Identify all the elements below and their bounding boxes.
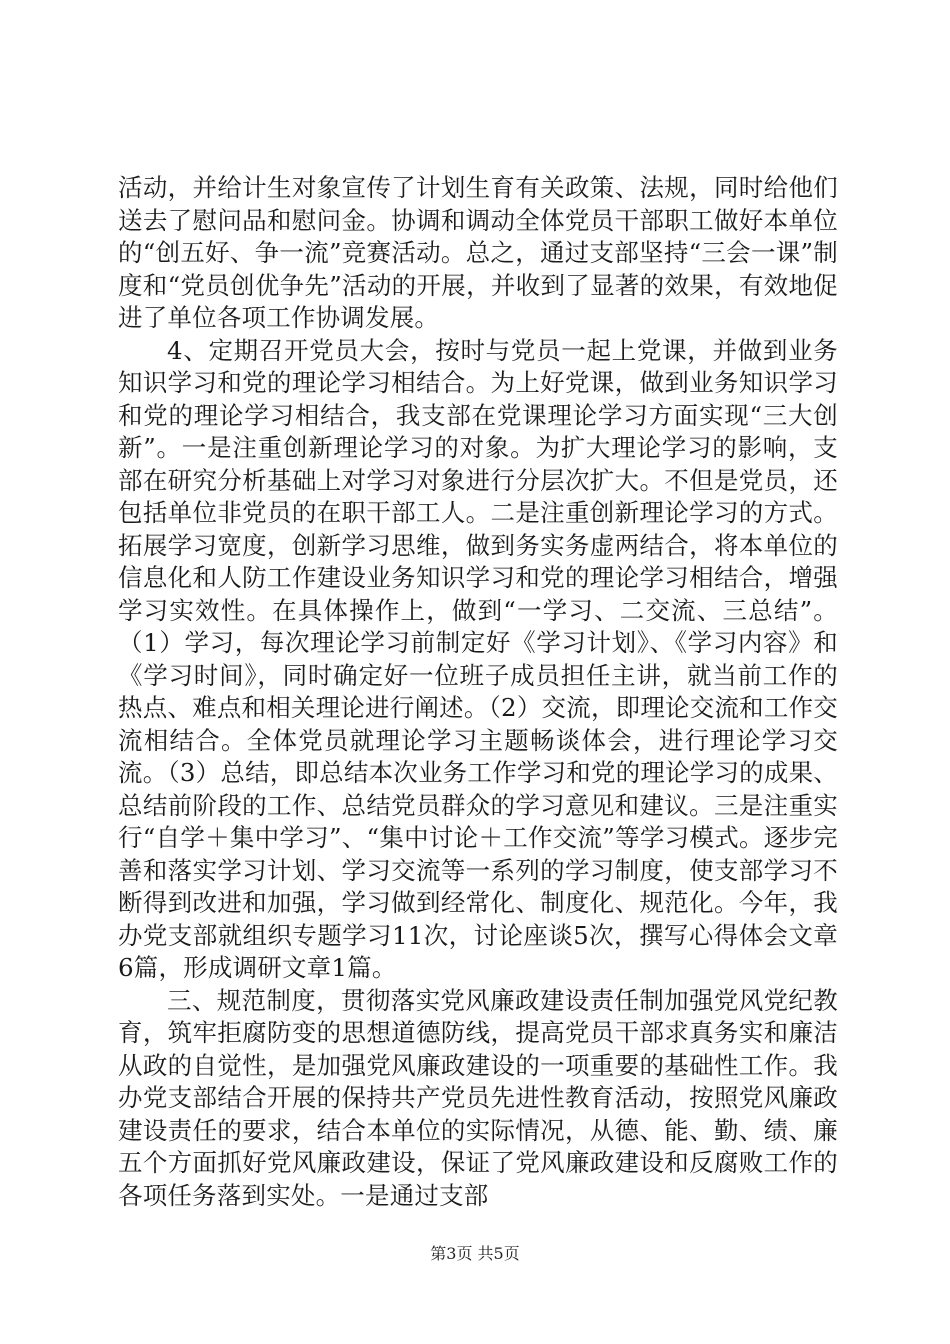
page-footer [0,1244,950,1264]
document-body [118,172,838,1212]
paragraph-3: 三、规范制度，贯彻落实党风廉政建设责任制加强党风党纪教育，筑牢拒腐防变的思想道德防线，提高党员干部求真务实和廉洁从政的自觉性，是加强党风廉政建设的一项重要的基础性工作。我办党支部结合开展的保持共产党员先进性教育活动，按照党风廉政建设责任的要求，结合本单位的实际情况，从德、能、勤、绩、廉五个方面抓好党风廉政建设，保证了党风廉政建设和反腐败工作的各项任务落到实处。一是通过支部 [118,985,838,1210]
paragraph-2: 4、定期召开党员大会，按时与党员一起上党课，并做到业务知识学习和党的理论学习相结合。为上好党课，做到业务知识学习和党的理论学习相结合，我支部在党课理论学习方面实现“三大创新”。一是注重创新理论学习的对象。为扩大理论学习的影响，支部在研究分析基础上对学习对象进行分层次扩大。不但是党员，还包括单位非党员的在职干部工人。二是注重创新理论学习的方式。拓展学习宽度，创新学习思维，做到务实务虚两结合，将本单位的信息化和人防工作建设业务知识学习和党的理论学习相结合，增强学习实效性。在具体操作上，做到“一学习、二交流、三总结”。（1）学习，每次理论学习前制定好《学习计划》、《学习内容》和《学习时间》，同时确定好一位班子成员担任主讲，就当前工作的热点、难点和相关理论进行阐述。（2）交流，即理论交流和工作交流相结合。全体党员就理论学习主题畅谈体会，进行理论学习交流。（3）总结，即总结本次业务工作学习和党的理论学习的成果、总结前阶段的工作、总结党员群众的学习意见和建议。三是注重实行“自学＋集中学习”、“集中讨论＋工作交流”等学习模式。逐步完善和落实学习计划、学习交流等一系列的学习制度，使支部学习不断得到改进和加强，学习做到经常化、制度化、规范化。今年，我办党支部就组织专题学习11次，讨论座谈5次，撰写心得体会文章6篇，形成调研文章1篇。 [118,335,838,982]
page-number-label: 第3页 共5页 [430,1244,520,1263]
paragraph-1: 活动，并给计生对象宣传了计划生育有关政策、法规，同时给他们送去了慰问品和慰问金。协调和调动全体党员干部职工做好本单位的“创五好、争一流”竞赛活动。总之，通过支部坚持“三会一课”制度和“党员创优争先”活动的开展，并收到了显著的效果，有效地促进了单位各项工作协调发展。 [118,173,838,332]
